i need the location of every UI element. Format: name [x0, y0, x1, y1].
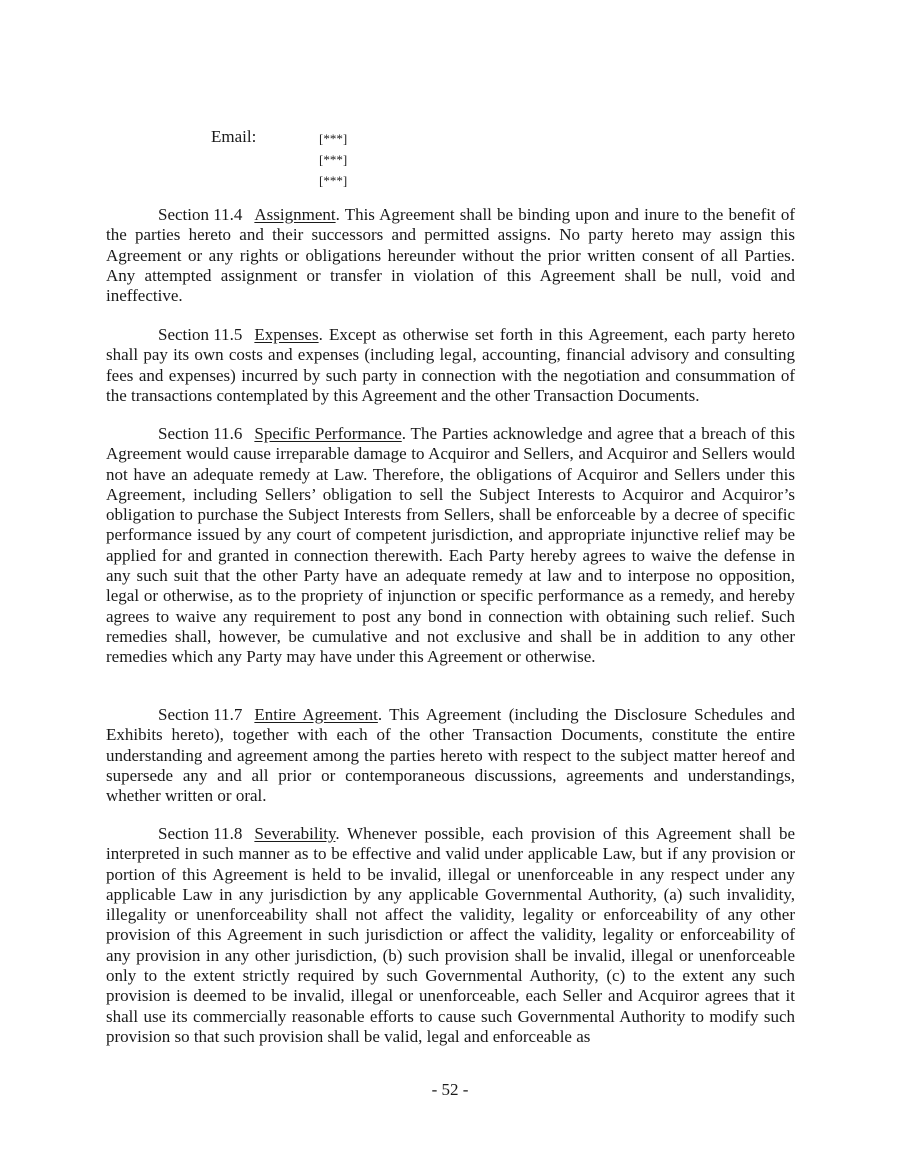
section-body: . Whenever possible, each provision of this Agreement shall be interpreted in such manner as to be effective and valid under applicable Law, but if any provision or portion of this Agreement is held to be invalid, illegal or unenforceable in any respect under any applicable Law in any jurisdiction by any applicable Governmental Authority, (a) such invalidity, illegality or unenforceability shall not affect the validity, legality or enforceability of any other provision of this Agreement in such jurisdiction or affect the validity, legality or enforceability of any provision in any other jurisdiction, (b) such provision shall be invalid, illegal or unenforceable only to the extent strictly required by such Governmental Authority, (c) to the extent any such provision is deemed to be invalid, illegal or unenforceable, each Seller and Acquiror agrees that it shall use its commercially reasonable efforts to cause such Governmental Authority to modify such provision so that such provision shall be valid, legal and enforceable as	[106, 824, 795, 1046]
section-11-4-assignment	[106, 205, 795, 306]
section-title: Specific Performance	[254, 424, 402, 443]
email-label: Email:	[211, 127, 257, 146]
email-value: [***]	[319, 152, 348, 167]
section-body: . This Agreement (including the Disclosure Schedules and Exhibits hereto), together with each of the other Transaction Documents, constitute the entire understanding and agreement among the parties hereto with respect to the subject matter hereof and supersede any and all prior or contemporaneous discussions, agreements and understandings, whether written or oral.	[106, 705, 796, 806]
section-11-5-expenses	[106, 325, 795, 406]
section-title: Severability	[254, 824, 336, 843]
section-11-8-severability	[106, 824, 795, 1047]
section-number: Section 11.8	[158, 824, 243, 843]
section-11-6-specific-performance	[106, 424, 795, 668]
section-number: Section 11.4	[158, 205, 243, 224]
email-value: [***]	[319, 173, 348, 188]
page-number: - 52 -	[431, 1080, 469, 1099]
section-11-7-entire-agreement	[106, 705, 795, 806]
email-value: [***]	[319, 131, 348, 146]
section-body: . This Agreement shall be binding upon and inure to the benefit of the parties hereto and their successors and permitted assigns. No party hereto may assign this Agreement or any rights or obligations hereunder without the prior written consent of all Parties. Any attempted assignment or transfer in violation of this Agreement shall be null, void and ineffective.	[106, 205, 795, 306]
section-number: Section 11.7	[158, 705, 243, 724]
section-body: . Except as otherwise set forth in this Agreement, each party hereto shall pay its own costs and expenses (including legal, accounting, financial advisory and consulting fees and expenses) incurred by such party in connection with the negotiation and consummation of the transactions contemplated by this Agreement and the other Transaction Documents.	[106, 325, 795, 405]
section-title: Expenses	[254, 325, 319, 344]
section-number: Section 11.5	[158, 325, 243, 344]
section-title: Assignment	[254, 205, 336, 224]
section-body: . The Parties acknowledge and agree that a breach of this Agreement would cause irreparable damage to Acquiror and Sellers, and Acquiror and Sellers would not have an adequate remedy at Law. Therefore, the obligations of Acquiror and Sellers under this Agreement, including Sellers’ obligation to sell the Subject Interests to Acquiror and Acquiror’s obligation to purchase the Subject Interests from Sellers, shall be enforceable by a decree of specific performance issued by any court of competent jurisdiction, and appropriate injunctive relief may be applied for and granted in connection therewith. Each Party hereby agrees to waive the defense in any such suit that the other Party have an adequate remedy at law and to interpose no opposition, legal or otherwise, as to the propriety of injunction or specific performance as a remedy, and hereby agrees to waive any requirement to post any bond in connection with obtaining such relief. Such remedies shall, however, be cumulative and not exclusive and shall be in addition to any other remedies which any Party may have under this Agreement or otherwise.	[106, 424, 795, 667]
email-values	[319, 128, 347, 191]
section-title: Entire Agreement	[254, 705, 378, 724]
section-number: Section 11.6	[158, 424, 243, 443]
